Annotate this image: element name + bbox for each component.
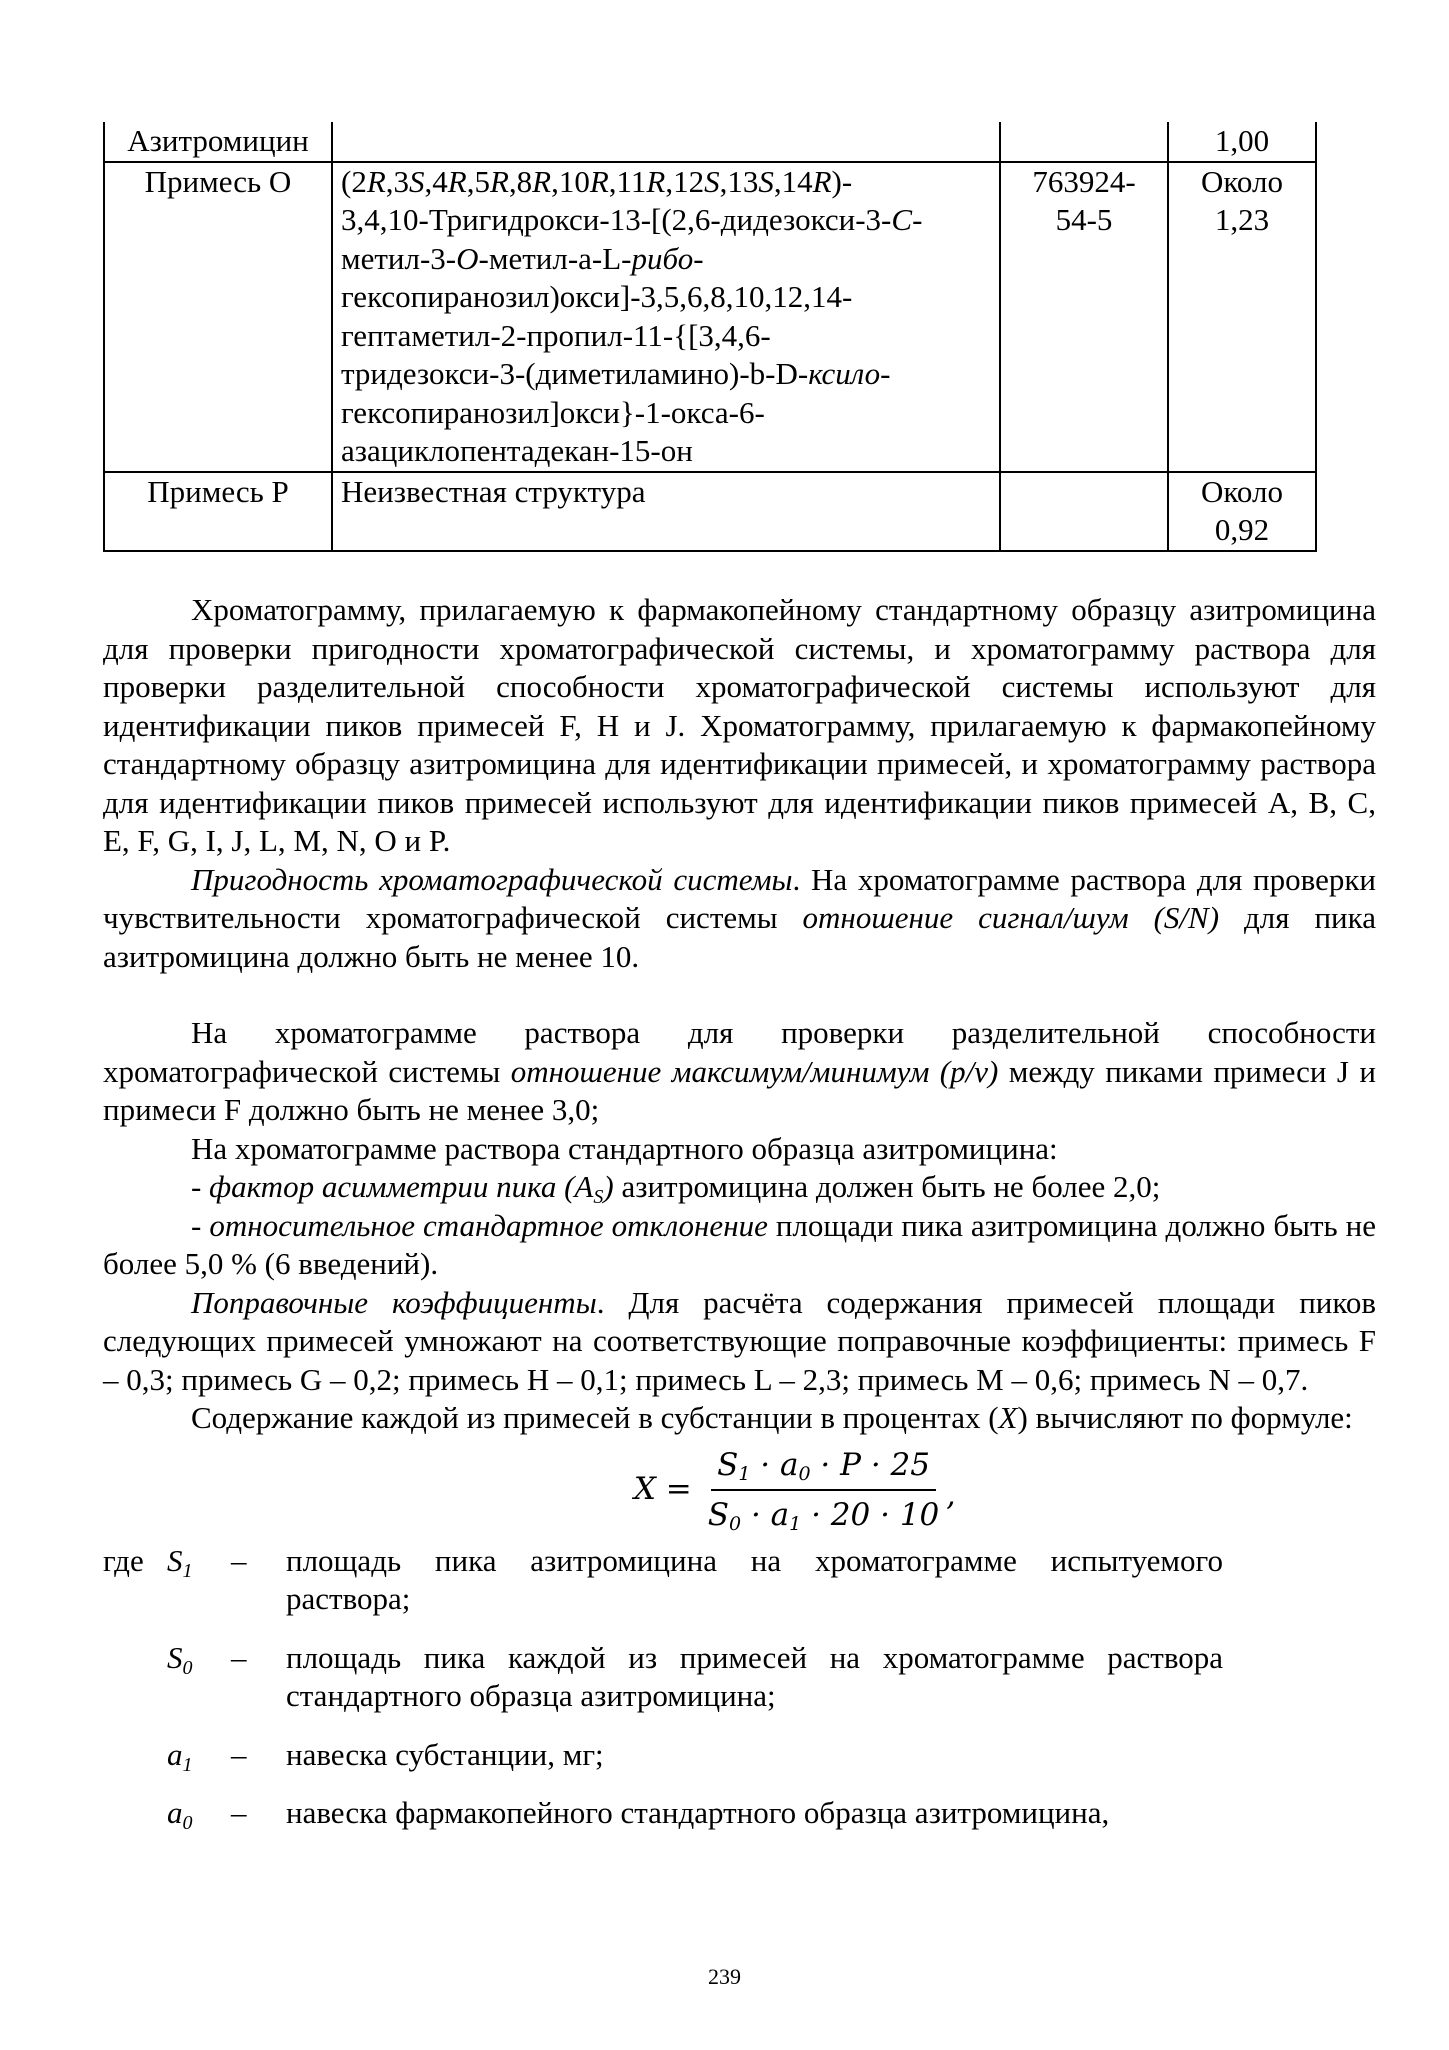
legend-item: [103, 1794, 1376, 1833]
relative-retention: Около 0,92: [1168, 472, 1316, 551]
impurity-name: Азитромицин: [104, 122, 332, 162]
formula-denominator: $S_0 \cdot a_1 \cdot 20 \cdot 10$: [707, 1496, 940, 1535]
chemical-name: [332, 122, 1000, 162]
chemical-name: (2R,3S,4R,5R,8R,10R,11R,12S,13S,14R)- 3,4,10-Тригидрокси-13-[(2,6-дидезокси-3-C- метил-3-O-метил-a-L-рибо- гексопиранозил)окси]-3,5,6,8,10,12,14- гептаметил-2-пропил-11-{[3,4,6- тридезокси-3-(диметиламино)-b-D-ксило- гексопиранозил]окси}-1-окса-6- азациклопентадекан-15-он: [332, 162, 1000, 472]
paragraph-asymmetry-factor: - фактор асимметрии пика $(A_S)$ азитромицина должен быть не более 2,0;: [191, 1169, 1161, 1208]
table-row: [104, 122, 1316, 162]
paragraph-standard-solution: На хроматограмме раствора стандартного образца азитромицина:: [191, 1130, 1058, 1166]
page-number: 239: [708, 1964, 741, 1989]
legend-description: площадь пика каждой из примесей на хроматограмме раствора стандартного образца азитромицина;: [286, 1639, 1223, 1713]
formula-trailing-mark: ’: [945, 1496, 956, 1532]
cas-number: [1000, 472, 1168, 551]
legend-description: навеска фармакопейного стандартного образца азитромицина,: [286, 1795, 1110, 1830]
document-body: [103, 591, 1376, 1853]
legend-dash: –: [231, 1736, 247, 1772]
legend-symbol: $S_1$: [167, 1542, 193, 1582]
legend-item: [103, 1736, 1376, 1775]
impurity-name: Примесь O: [104, 162, 332, 472]
legend-description: площадь пика азитромицина на хроматограмме испытуемого раствора;: [286, 1542, 1223, 1616]
table-row: [104, 472, 1316, 551]
relative-retention: Около 1,23: [1168, 162, 1316, 472]
formula-fraction: [702, 1445, 946, 1535]
paragraph-resolution: На хроматограмме раствора для проверки разделительной способности хроматографической системы отношение максимум/минимум (p/v) между пиками примеси J и примеси F должно быть не менее 3,0;: [103, 1015, 1376, 1127]
impurity-formula: [213, 1438, 1376, 1542]
legend-dash: –: [231, 1542, 247, 1578]
paragraph-peak-identification: Хроматограмму, прилагаемую к фармакопейному стандартному образцу азитромицина для проверки пригодности хроматографической системы, и хроматограмму раствора для проверки разделительной способности хроматографической системы используют для идентификации пиков примесей F, H и J. Хроматограмму, прилагаемую к фармакопейному стандартному образцу азитромицина для идентификации примесей, и хроматограмму раствора для идентификации пиков примесей используют для идентификации пиков примесей A, B, C, E, F, G, I, J, L, M, N, O и P.: [103, 592, 1376, 858]
legend-dash: –: [231, 1795, 247, 1830]
paragraph-correction-factors: Поправочные коэффициенты. Для расчёта содержания примесей площади пиков следующих примесей умножают на соответствующие поправочные коэффициенты: примесь F – 0,3; примесь G – 0,2; примесь H – 0,1; примесь L – 2,3; примесь M – 0,6; примесь N – 0,7.: [103, 1284, 1377, 1397]
legend-where-label: где: [103, 1542, 144, 1578]
impurity-name: Примесь P: [104, 472, 332, 551]
legend-description: навеска субстанции, мг;: [286, 1736, 604, 1772]
legend-symbol: $a_1$: [167, 1736, 193, 1776]
formula-legend: [103, 1542, 1376, 1833]
legend-item: [103, 1542, 1376, 1619]
legend-item: [103, 1639, 1376, 1716]
paragraph-system-suitability: Пригодность хроматографической системы. На хроматограмме раствора для проверки чувствительности хроматографической системы отношение сигнал/шум (S/N) для пика азитромицина должно быть не менее 10.: [103, 861, 1376, 974]
table-row: [104, 162, 1316, 472]
impurities-table: [103, 122, 1317, 552]
cas-number: [1000, 122, 1168, 162]
relative-retention: 1,00: [1168, 122, 1316, 162]
chemical-name: Неизвестная структура: [332, 472, 1000, 551]
formula-lhs: X =: [633, 1471, 692, 1508]
paragraph-rsd: - относительное стандартное отклонение площади пика азитромицина должно быть не более 5,0 % (6 введений).: [103, 1207, 1376, 1281]
legend-symbol: $a_0$: [167, 1795, 193, 1834]
legend-symbol: $S_0$: [167, 1639, 193, 1679]
formula-numerator: $S_1 \cdot a_0 \cdot P \cdot 25$: [711, 1445, 936, 1491]
paragraph-formula-intro: Содержание каждой из примесей в субстанции в процентах (X) вычисляют по формуле:: [191, 1400, 1353, 1435]
legend-dash: –: [231, 1639, 247, 1675]
cas-number: 763924- 54-5: [1000, 162, 1168, 472]
